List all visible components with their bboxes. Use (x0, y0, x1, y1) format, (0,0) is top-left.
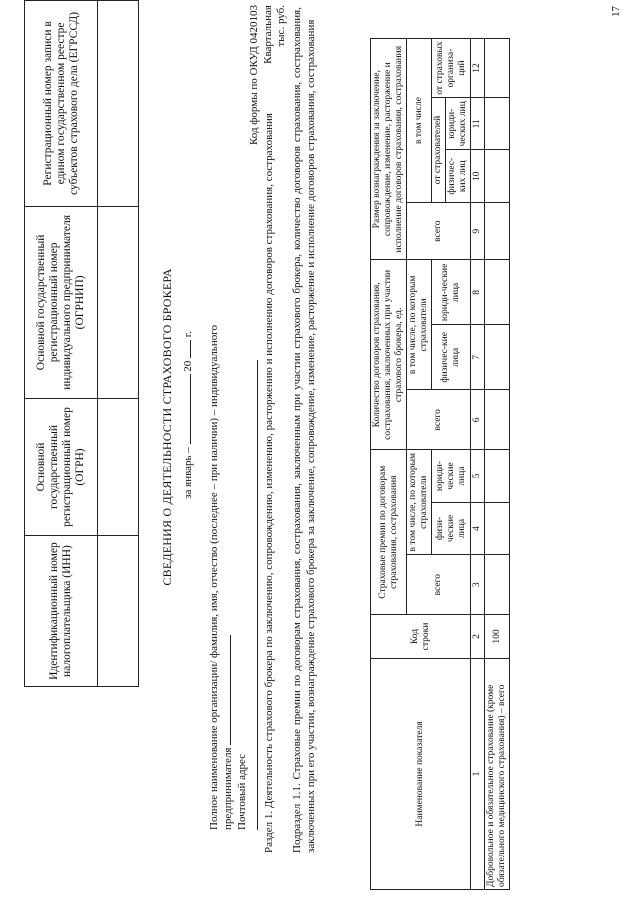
premiums-incl-header: в том числе, по которым страхователи (407, 450, 432, 555)
premiums-group-header: Страховые премии по договорам страхования, сострахования (371, 450, 407, 615)
row-code-header: Код строки (371, 615, 471, 659)
column-number: 8 (471, 260, 485, 325)
data-cell[interactable] (485, 98, 510, 150)
data-cell[interactable] (485, 260, 510, 325)
row-code: 100 (485, 615, 510, 659)
premiums-individuals-header: физи-ческие лица (432, 502, 471, 554)
form-title: СВЕДЕНИЯ О ДЕЯТЕЛЬНОСТИ СТРАХОВОГО БРОКЕРА (160, 268, 174, 586)
row-indicator-name: Добровольное и обязательное страхование (кроме обязательного медицинского страхования) – всего (485, 658, 510, 889)
table-row (485, 39, 510, 890)
column-numbers-row (471, 39, 485, 890)
column-number: 3 (471, 555, 485, 615)
report-periodicity: Квартальная (262, 5, 274, 64)
column-number: 7 (471, 325, 485, 390)
subsection-title: Подраздел 1.1. Страховые премии по договорам страхования, сострахования, заключенным при участии страхового брокера, количество договоров страхования, сострахования, заключенных при его участии, вознаграждение страхового брокера за заключение, сопровождение, изменение, расторжение и исполнение договоров страхования, сострахования (291, 7, 317, 853)
reward-from-insurers-header: от страховых организа-ций (432, 39, 471, 98)
report-currency-unit: тыс. руб. (275, 5, 287, 47)
column-number: 9 (471, 202, 485, 259)
ogrn-header: Основной государственный регистрационный номер (ОГРН) (25, 398, 98, 535)
contracts-total-header: всего (407, 390, 471, 450)
column-number: 2 (471, 615, 485, 659)
reward-from-insurants-header: от страхователей (432, 98, 446, 203)
period-prefix: за январь – (182, 447, 194, 499)
indicator-header: Наименование показателя (371, 658, 471, 889)
contracts-group-header: Количество договоров страхования, сострахования, заключенных при участии страхового брокера, ед. (371, 260, 407, 450)
reward-legal-header: юриди-ческих лиц (446, 98, 471, 150)
org-name-line (208, 290, 235, 830)
postal-address-input-line[interactable] (248, 360, 258, 830)
page-number: 17 (610, 6, 622, 17)
inn-header: Идентификационный номер налогоплательщика (ИНН) (25, 536, 98, 687)
column-number: 11 (471, 98, 485, 150)
contracts-incl-header: в том числе, по которым страхователи (407, 260, 432, 390)
column-number: 1 (471, 658, 485, 889)
data-cell[interactable] (485, 150, 510, 202)
contracts-legal-header: юриди-ческие лица (432, 260, 471, 325)
reward-total-header: всего (407, 202, 471, 259)
premiums-legal-header: юриди-ческие лица (432, 450, 471, 502)
egrssd-value-cell[interactable] (98, 1, 139, 207)
data-cell[interactable] (485, 502, 510, 554)
ogrn-value-cell[interactable] (98, 398, 139, 535)
period-year-line[interactable] (180, 340, 191, 358)
reporting-period (180, 215, 194, 615)
org-name-label: Полное наименование организации/ фамилия, имя, отчество (последнее – при наличии) – индивидуального предпринимателя (208, 325, 234, 830)
okud-code: Код формы по ОКУД 0420103 (248, 5, 260, 146)
inn-value-cell[interactable] (98, 536, 139, 687)
postal-address-line (236, 290, 261, 830)
ogrnip-value-cell[interactable] (98, 206, 139, 398)
ogrnip-header: Основной государственный регистрационный номер индивидуального предпринимателя (ОГРНИП) (25, 206, 98, 398)
period-year-prefix: 20 (182, 360, 194, 372)
contracts-individuals-header: физичес-кие лица (432, 325, 471, 390)
section-title: Раздел 1. Деятельность страхового брокера по заключению, сопровождению, изменению, расторжению и исполнению договоров страхования, сострахования (263, 113, 275, 853)
data-cell[interactable] (485, 390, 510, 450)
egrssd-header: Регистрационный номер записи в едином государственном реестре субъектов страхового дела (ЕГРССД) (25, 1, 98, 207)
reward-incl-header: в том числе (407, 39, 432, 203)
column-number: 10 (471, 150, 485, 202)
column-number: 4 (471, 502, 485, 554)
data-cell[interactable] (485, 202, 510, 259)
org-name-input-line[interactable] (221, 635, 231, 745)
data-cell[interactable] (485, 450, 510, 502)
column-number: 12 (471, 39, 485, 98)
period-year-suffix: г. (182, 331, 194, 338)
column-number: 5 (471, 450, 485, 502)
reward-group-header: Размер вознаграждения за заключение, сопровождение, изменение, расторжение и исполнение договоров страхования, сострахования (371, 39, 407, 260)
broker-activity-table (370, 38, 510, 890)
identification-table (24, 0, 139, 687)
data-cell[interactable] (485, 325, 510, 390)
data-cell[interactable] (485, 555, 510, 615)
premiums-total-header: всего (407, 555, 471, 615)
column-number: 6 (471, 390, 485, 450)
reward-individuals-header: физичес-ких лиц (446, 150, 471, 202)
postal-address-label: Почтовый адрес (236, 753, 248, 830)
period-month-line[interactable] (180, 374, 191, 444)
data-cell[interactable] (485, 39, 510, 98)
